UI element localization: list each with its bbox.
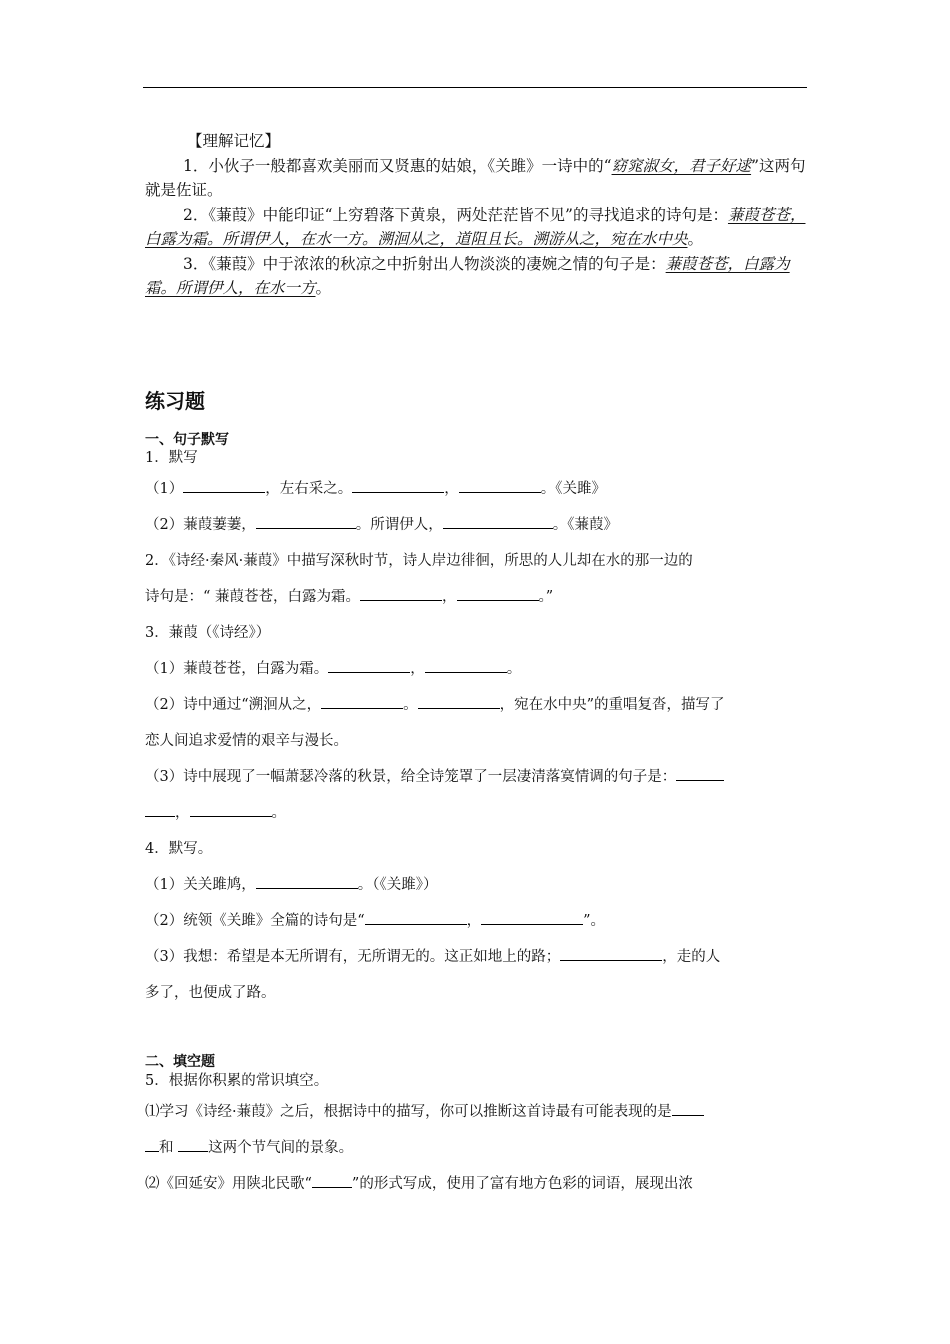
blank[interactable] <box>190 802 272 817</box>
blank[interactable] <box>481 910 583 925</box>
q3-line-1: （1）蒹葭苍苍，白露为霜。 ， 。 <box>145 651 809 687</box>
answer-2: 蒹葭苍苍，白露为霜。所谓伊人，在水一方。溯洄从之，道阻且长。溯游从之，宛在水中央 <box>145 205 806 248</box>
blank[interactable] <box>425 658 507 673</box>
memory-item-1: 1．小伙子一般都喜欢美丽而又贤惠的姑娘，《关雎》一诗中的“窈窕淑女，君子好逑”这两句就是佐证。 <box>145 156 806 199</box>
q4-stem: 4．默写。 <box>145 841 213 857</box>
q3-stem: 3．蒹葭（《诗经》） <box>145 625 271 641</box>
exercises-title: 练习题 <box>145 389 205 413</box>
section-1 <box>145 445 809 1011</box>
blank[interactable] <box>352 478 444 493</box>
blank[interactable] <box>365 910 467 925</box>
q5-line-2: 和 这两个节气间的景象。 <box>145 1130 809 1166</box>
q3-line-4: （3）诗中展现了一幅萧瑟冷落的秋景，给全诗笼罩了一层凄清落寞情调的句子是： <box>145 759 809 795</box>
blank[interactable] <box>360 586 442 601</box>
blank[interactable] <box>256 514 356 529</box>
q4-line-2: （2）统领《关雎》全篇的诗句是“ ， ”。 <box>145 903 809 939</box>
blank[interactable] <box>560 946 662 961</box>
memory-section <box>145 129 809 301</box>
blank[interactable] <box>256 874 358 889</box>
blank[interactable] <box>418 694 500 709</box>
blank[interactable] <box>312 1173 352 1188</box>
q5-line-3: ⑵《回延安》用陕北民歌“ ”的形式写成，使用了富有地方色彩的词语，展现出浓 <box>145 1166 809 1202</box>
q2-line-2: 诗句是：“ 蒹葭苍苍，白露为霜。 ， 。” <box>145 579 809 615</box>
answer-3: 蒹葭苍苍，白露为霜。所谓伊人，在水一方 <box>145 254 790 297</box>
q1-line-2: （2）蒹葭萋萋， 。所谓伊人， 。《蒹葭》 <box>145 507 809 543</box>
header-rule <box>143 87 807 88</box>
q3-line-3: 恋人间追求爱情的艰辛与漫长。 <box>145 733 348 749</box>
q5-line-1: ⑴学习《诗经·蒹葭》之后，根据诗中的描写，你可以推断这首诗最有可能表现的是 <box>145 1094 809 1130</box>
blank[interactable] <box>183 478 265 493</box>
blank[interactable] <box>676 766 724 781</box>
blank[interactable] <box>459 478 541 493</box>
section-1-heading: 一、句子默写 <box>145 432 229 448</box>
q2-line-1: 2．《诗经·秦风·蒹葭》中描写深秋时节，诗人岸边徘徊，所思的人儿却在水的那一边的 <box>145 553 693 569</box>
memory-item-2: 2．《蒹葭》中能印证“上穷碧落下黄泉，两处茫茫皆不见”的寻找追求的诗句是：蒹葭苍苍，白露为霜。所谓伊人，在水一方。溯洄从之，道阻且长。溯游从之，宛在水中央。 <box>145 205 806 248</box>
q5-stem: 5．根据你积累的常识填空。 <box>145 1073 329 1089</box>
q4-line-1: （1）关关雎鸠， 。（《关雎》） <box>145 867 809 903</box>
blank[interactable] <box>328 658 410 673</box>
answer-1: 窈窕淑女，君子好逑 <box>611 156 752 175</box>
blank[interactable] <box>145 802 175 817</box>
q4-line-4: 多了，也便成了路。 <box>145 985 276 1001</box>
q4-line-3: （3）我想：希望是本无所谓有，无所谓无的。这正如地上的路； ，走的人 <box>145 939 809 975</box>
blank[interactable] <box>178 1137 208 1152</box>
section-2-heading: 二、填空题 <box>145 1054 215 1070</box>
blank[interactable] <box>672 1101 704 1116</box>
blank[interactable] <box>457 586 539 601</box>
blank[interactable] <box>443 514 553 529</box>
blank[interactable] <box>145 1137 159 1152</box>
q1-stem: 1．默写 <box>145 450 198 466</box>
q3-line-2: （2）诗中通过“溯洄从之， 。 ，宛在水中央”的重唱复沓，描写了 <box>145 687 809 723</box>
section-2 <box>145 1068 809 1202</box>
memory-heading: 【理解记忆】 <box>187 132 281 150</box>
blank[interactable] <box>321 694 403 709</box>
q1-line-1: （1） ，左右采之。 ， 。《关雎》 <box>145 471 809 507</box>
memory-item-3: 3．《蒹葭》中于浓浓的秋凉之中折射出人物淡淡的凄婉之情的句子是：蒹葭苍苍，白露为霜。所谓伊人，在水一方。 <box>145 254 790 297</box>
q3-line-5: ， 。 <box>145 795 809 831</box>
